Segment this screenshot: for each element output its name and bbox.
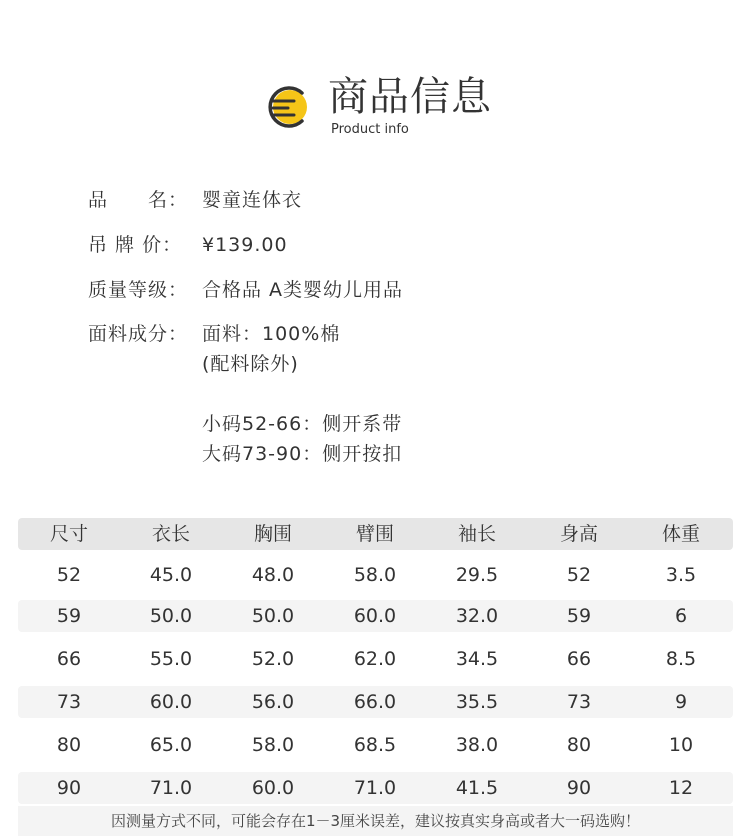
table-row: [18, 600, 733, 632]
grade-value: 合格品 A类婴幼儿用品: [202, 279, 404, 301]
table-cell: 73: [56, 691, 82, 713]
table-cell: 66: [566, 648, 592, 670]
grade-label: 质量等级：: [88, 279, 189, 301]
table-cell: 66: [56, 648, 82, 670]
section-title: 商品信息: [328, 74, 492, 120]
table-row: [18, 686, 733, 718]
table-cell: 71.0: [353, 777, 397, 799]
table-cell: 9: [674, 691, 688, 713]
table-header-cell: 胸围: [253, 523, 292, 545]
table-cell: 90: [566, 777, 592, 799]
table-header-row: [18, 518, 733, 550]
table-header-cell: 体重: [661, 523, 700, 545]
table-cell: 10: [668, 734, 694, 756]
table-cell: 59: [56, 605, 82, 627]
table-cell: 3.5: [665, 564, 697, 586]
table-cell: 60.0: [251, 777, 295, 799]
material-note: (配料除外): [202, 353, 299, 375]
table-row: [18, 729, 733, 761]
table-cell: 59: [566, 605, 592, 627]
small-size-closure: 小码52-66：侧开系带: [202, 413, 403, 435]
measurement-note: 因测量方式不同，可能会存在1－3厘米误差，建议按真实身高或者大一码选购！: [18, 806, 733, 836]
table-row: [18, 772, 733, 804]
table-cell: 52: [56, 564, 82, 586]
table-cell: 56.0: [251, 691, 295, 713]
price-label: 吊 牌 价：: [88, 234, 183, 256]
table-cell: 52: [566, 564, 592, 586]
table-cell: 80: [566, 734, 592, 756]
table-cell: 71.0: [149, 777, 193, 799]
name-value: 婴童连体衣: [202, 189, 303, 211]
table-header-cell: 衣长: [151, 523, 190, 545]
table-cell: 48.0: [251, 564, 295, 586]
table-cell: 60.0: [149, 691, 193, 713]
table-cell: 65.0: [149, 734, 193, 756]
table-row: [18, 559, 733, 591]
table-cell: 29.5: [455, 564, 499, 586]
document-lines-icon: [262, 84, 314, 130]
table-header-cell: 袖长: [457, 523, 496, 545]
table-cell: 32.0: [455, 605, 499, 627]
table-cell: 62.0: [353, 648, 397, 670]
material-value: 面料：100%棉: [202, 323, 341, 345]
table-cell: 41.5: [455, 777, 499, 799]
table-cell: 60.0: [353, 605, 397, 627]
name-label: 品 名：: [88, 189, 189, 211]
table-row: [18, 643, 733, 675]
material-label: 面料成分：: [88, 323, 189, 345]
table-cell: 58.0: [353, 564, 397, 586]
table-cell: 45.0: [149, 564, 193, 586]
table-cell: 34.5: [455, 648, 499, 670]
table-cell: 8.5: [665, 648, 697, 670]
table-header-cell: 身高: [559, 523, 598, 545]
table-cell: 55.0: [149, 648, 193, 670]
table-cell: 50.0: [251, 605, 295, 627]
table-header-cell: 臂围: [355, 523, 394, 545]
section-header: [262, 76, 522, 146]
section-subtitle: Product info: [331, 122, 409, 137]
table-cell: 73: [566, 691, 592, 713]
table-header-cell: 尺寸: [49, 523, 88, 545]
table-cell: 50.0: [149, 605, 193, 627]
table-cell: 80: [56, 734, 82, 756]
table-cell: 35.5: [455, 691, 499, 713]
table-cell: 68.5: [353, 734, 397, 756]
price-value: ¥139.00: [202, 234, 288, 256]
table-cell: 6: [674, 605, 688, 627]
table-cell: 90: [56, 777, 82, 799]
table-cell: 58.0: [251, 734, 295, 756]
table-cell: 12: [668, 777, 694, 799]
table-cell: 38.0: [455, 734, 499, 756]
table-cell: 66.0: [353, 691, 397, 713]
table-cell: 52.0: [251, 648, 295, 670]
large-size-closure: 大码73-90：侧开按扣: [202, 443, 403, 465]
